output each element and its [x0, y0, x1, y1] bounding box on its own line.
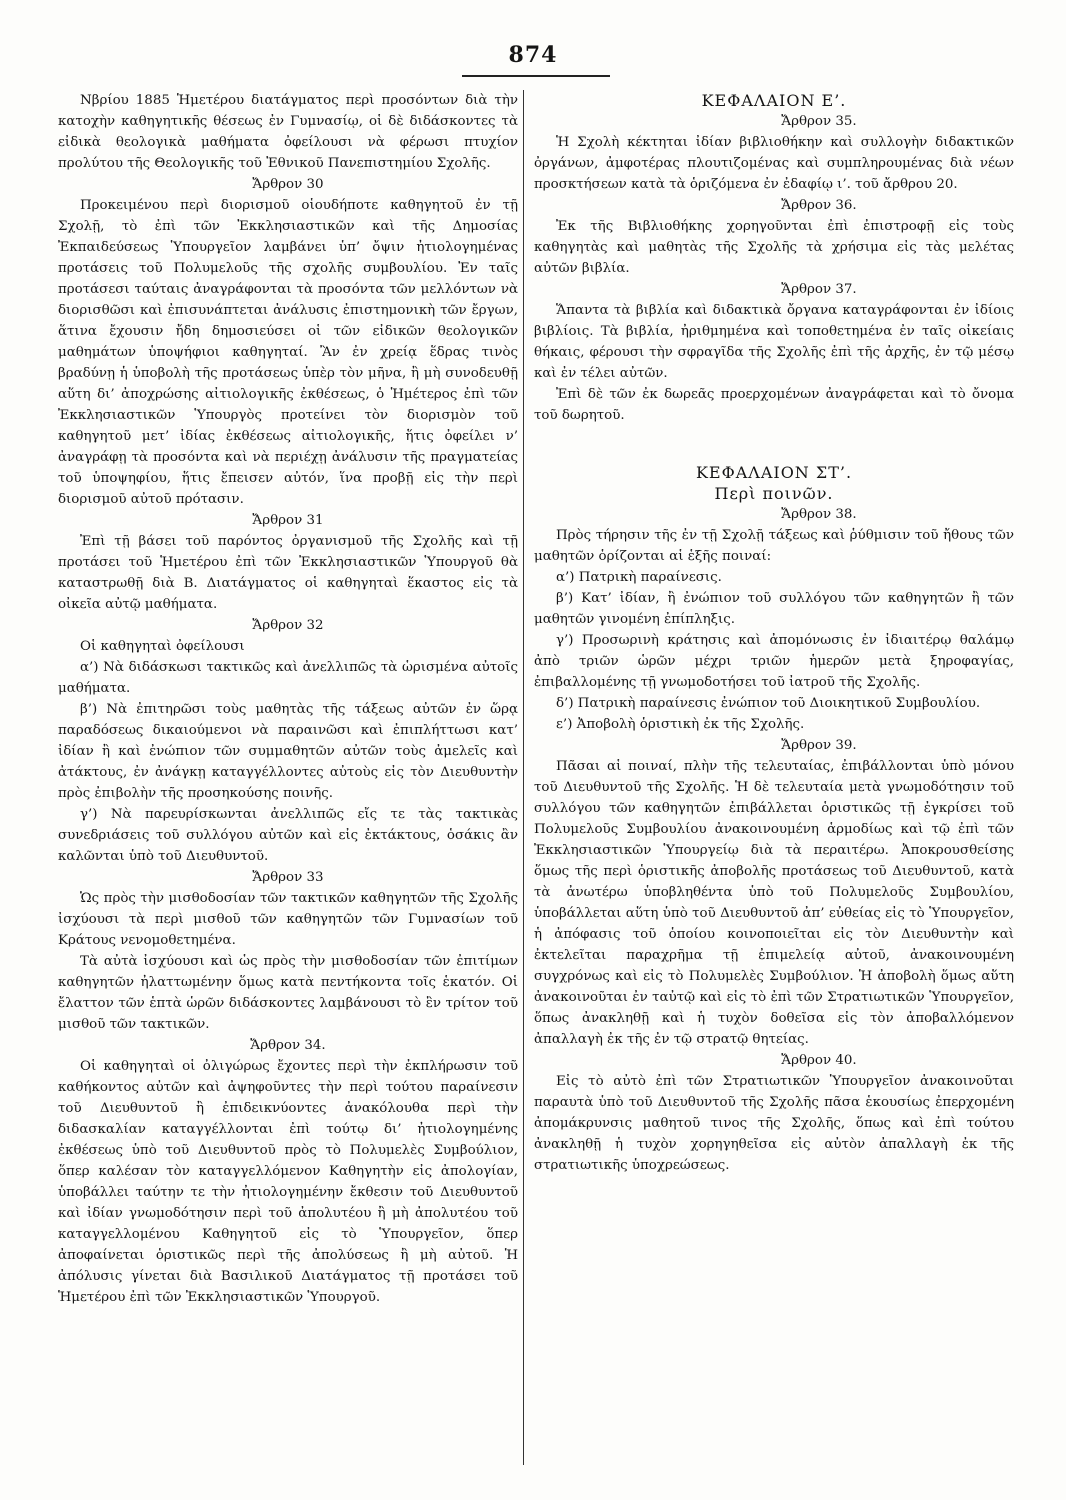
- paragraph: Οἱ καθηγηταὶ οἱ ὀλιγώρως ἔχοντες περὶ τὴν ἐκπλήρωσιν τοῦ καθήκοντος αὐτῶν καὶ ἀψηφοῦντες τὴν περὶ τούτου παραίνεσιν τοῦ Διευθυντοῦ ἢ ἐπιδεικνύοντες ἀνακόλουθα περὶ τὴν διδασκαλίαν καταγγέλλονται ἐπὶ τούτῳ δι’ ἠτιολογημένης ἐκθέσεως ὑπὸ τοῦ Διευθυντοῦ πρὸς τὸ Πολυμελὲς Συμβούλιον, ὅπερ καλέσαν τὸν καταγγελλόμενον Καθηγητὴν εἰς ἀπολογίαν, ὑποβάλλει ταύτην τε τὴν ἠτιολογημένην ἔκθεσιν τοῦ Διευθυντοῦ καὶ ἰδίαν γνωμοδότησιν περὶ τοῦ ἀπολυτέου ἢ μὴ ἀπολυτέου τοῦ καταγγελλομένου Καθηγητοῦ εἰς τὸ Ὑπουργεῖον, ὅπερ ἀποφαίνεται ὁριστικῶς περὶ τῆς ἀπολύσεως ἢ μὴ αὐτοῦ. Ἡ ἀπόλυσις γίνεται διὰ Βασιλικοῦ Διατάγματος τῇ προτάσει τοῦ Ἡμετέρου ἐπὶ τῶν Ἐκκλησιαστικῶν Ὑπουργοῦ.: [58, 1059, 518, 1305]
- paragraph: β’) Νὰ ἐπιτηρῶσι τοὺς μαθητὰς τῆς τάξεως αὐτῶν ἐν ὥρᾳ παραδόσεως δικαιούμενοι νὰ παραινῶσι καὶ ἐπιπλήττωσι κατ’ ἰδίαν ἢ καὶ ἐνώπιον τῶν συμμαθητῶν αὐτῶν τοὺς ἀμελεῖς καὶ ἀτάκτους, ἐν ἀνάγκῃ καταγγέλλοντες αὐτοὺς εἰς τὸν Διευθυντὴν πρὸς ἐπιβολὴν τῆς προσηκούσης ποινῆς.: [58, 702, 518, 801]
- article-heading: Ἄρθρον 32: [252, 618, 324, 633]
- article-heading: Ἄρθρον 30: [252, 177, 324, 192]
- paragraph: Οἱ καθηγηταὶ ὀφείλουσι: [80, 639, 245, 654]
- paragraph: Ἐκ τῆς Βιβλιοθήκης χορηγοῦνται ἐπὶ ἐπιστροφῇ εἰς τοὺς καθηγητὰς καὶ μαθητὰς τῆς Σχολῆς τὰ χρήσιμα εἰς τὰς μελέτας αὐτῶν βιβλία.: [534, 219, 1014, 276]
- header-rule: [462, 75, 610, 77]
- article-heading: Ἄρθρον 36.: [781, 198, 857, 213]
- article-heading: Ἄρθρον 34.: [250, 1038, 326, 1053]
- paragraph: Νβρίου 1885 Ἡμετέρου διατάγματος περὶ προσόντων διὰ τὴν κατοχὴν καθηγητικῆς θέσεως ἐν Γυμνασίῳ, οἱ δὲ διδάσκοντες τὰ εἰδικὰ θεολογικὰ μαθήματα ὀφείλουσι νὰ φέρωσι πτυχίον προλύτου τῆς Θεολογικῆς τοῦ Ἐθνικοῦ Πανεπιστημίου Σχολῆς.: [58, 93, 518, 171]
- paragraph: Πᾶσαι αἱ ποιναί, πλὴν τῆς τελευταίας, ἐπιβάλλονται ὑπὸ μόνου τοῦ Διευθυντοῦ τῆς Σχολῆς. Ἡ δὲ τελευταία μετὰ γνωμοδότησιν τοῦ συλλόγου τῶν καθηγητῶν ἐπιβάλλεται ὁριστικῶς τῇ ἐγκρίσει τοῦ Πολυμελοῦς Συμβουλίου ἀνακοινουμένη ἁρμοδίως καὶ τῷ ἐπὶ τῶν Ἐκκλησιαστικῶν Ὑπουργείῳ διὰ τὰ περαιτέρω. Ἀποκρουσθείσης ὅμως τῆς περὶ ὁριστικῆς ἀποβολῆς προτάσεως τοῦ Διευθυντοῦ, κατὰ τὰ ἀνωτέρω ὑποβληθέντα ὑπὸ τοῦ Πολυμελοῦς Συμβουλίου, ὑποβάλλεται αὕτη ὑπὸ τοῦ Διευθυντοῦ ἀπ’ εὐθείας εἰς τὸ Ὑπουργεῖον, ἡ ἀπόφασις τοῦ ὁποίου κοινοποιεῖται εἰς τὸν Διευθυντὴν καὶ ἐκτελεῖται παραχρῆμα τῇ ἐπιμελείᾳ αὐτοῦ, ἀνακοινουμένη συγχρόνως καὶ εἰς τὸ Πολυμελὲς Συμβούλιον. Ἡ ἀποβολὴ ὅμως αὕτη ἀνακοινοῦται ἐν ταὐτῷ καὶ εἰς τὸ ἐπὶ τῶν Στρατιωτικῶν Ὑπουργεῖον, ὅπως ἀνακληθῇ καὶ ἡ τυχὸν δοθεῖσα εἰς τὸν ἀποβαλλόμενον ἀπαλλαγὴ ἐκ τῆς ἐν τῷ στρατῷ θητείας.: [534, 759, 1014, 1047]
- paragraph: γ’) Προσωρινὴ κράτησις καὶ ἀπομόνωσις ἐν ἰδιαιτέρῳ θαλάμῳ ἀπὸ τριῶν ὡρῶν μέχρι τριῶν ἡμερῶν μετὰ ξηροφαγίας, ἐπιβαλλομένης τῇ γνωμοδοτήσει τοῦ ἰατροῦ τῆς Σχολῆς.: [534, 633, 1014, 690]
- article-heading: Ἄρθρον 39.: [781, 738, 857, 753]
- right-column: [534, 90, 1014, 1176]
- paragraph: α’) Νὰ διδάσκωσι τακτικῶς καὶ ἀνελλιπῶς τὰ ὡρισμένα αὐτοῖς μαθήματα.: [58, 660, 518, 696]
- paragraph: Προκειμένου περὶ διορισμοῦ οἱουδήποτε καθηγητοῦ ἐν τῇ Σχολῇ, τὸ ἐπὶ τῶν Ἐκκλησιαστικῶν καὶ τῆς Δημοσίας Ἐκπαιδεύσεως Ὑπουργεῖον λαμβάνει ὑπ’ ὄψιν ἠτιολογημένας προτάσεις τοῦ Πολυμελοῦς τῆς σχολῆς συμβουλίου. Ἐν ταῖς προτάσεσι ταύταις ἀναγράφονται τὰ προσόντα τῶν μελλόντων νὰ διορισθῶσι καὶ ἐπισυνάπτεται ἀνάλυσις ἐπιστημονικὴ τῶν ἔργων, ἅτινα ἔχουσιν ἤδη δημοσιεύσει οἱ τῶν εἰδικῶν θεολογικῶν μαθημάτων ὑποψήφιοι καθηγηταί. Ἂν ἐν χρείᾳ ἕδρας τινὸς βραδύνῃ ἡ ὑποβολὴ τῆς προτάσεως ὑπὲρ τὸν μῆνα, ἢ μὴ συνοδευθῇ αὕτη δι’ ἀποχρώσης αἰτιολογικῆς ἐκθέσεως, ὁ Ἡμέτερος ἐπὶ τῶν Ἐκκλησιαστικῶν Ὑπουργὸς προτείνει τὸν διορισμὸν τοῦ καθηγητοῦ μετ’ ἰδίας ἐκθέσεως αἰτιολογικῆς, ἥτις ὀφείλει ν’ ἀναγράφῃ τὰ προσόντα καὶ νὰ περιέχῃ ἀνάλυσιν τῆς πραγματείας τοῦ ὑποψηφίου, ἥτις ἔπεισεν αὐτόν, ἵνα προβῇ εἰς τὴν περὶ διορισμοῦ αὐτοῦ πρότασιν.: [58, 198, 518, 507]
- paragraph: Ἡ Σχολὴ κέκτηται ἰδίαν βιβλιοθήκην καὶ συλλογὴν διδακτικῶν ὀργάνων, ἀμφοτέρας πλουτιζομένας καὶ συμπληρουμένας διὰ νέων προσκτήσεων κατὰ τὰ ὁριζόμενα ἐν ἐδαφίῳ ι’. τοῦ ἄρθρου 20.: [534, 135, 1014, 192]
- column-divider: [523, 90, 524, 1465]
- paragraph: α’) Πατρικὴ παραίνεσις.: [556, 570, 722, 585]
- paragraph: Ἐπὶ τῇ βάσει τοῦ παρόντος ὀργανισμοῦ τῆς Σχολῆς καὶ τῇ προτάσει τοῦ Ἡμετέρου ἐπὶ τῶν Ἐκκλησιαστικῶν Ὑπουργοῦ θὰ καταστρωθῇ διὰ Β. Διατάγματος οἱ καθηγηταὶ ἕκαστος εἰς τὰ οἰκεῖα αὐτῷ μαθήματα.: [58, 534, 518, 612]
- paragraph: Ὡς πρὸς τὴν μισθοδοσίαν τῶν τακτικῶν καθηγητῶν τῆς Σχολῆς ἰσχύουσι τὰ περὶ μισθοῦ τῶν καθηγητῶν τῶν Γυμνασίων τοῦ Κράτους νενομοθετημένα.: [58, 891, 518, 948]
- article-heading: Ἄρθρον 31: [252, 513, 324, 528]
- article-heading: Ἄρθρον 33: [252, 870, 324, 885]
- paragraph: δ’) Πατρικὴ παραίνεσις ἐνώπιον τοῦ Διοικητικοῦ Συμβουλίου.: [556, 696, 981, 711]
- paragraph: Πρὸς τήρησιν τῆς ἐν τῇ Σχολῇ τάξεως καὶ ῥύθμισιν τοῦ ἤθους τῶν μαθητῶν ὁρίζονται αἱ ἑξῆς ποιναί:: [534, 528, 1014, 564]
- paragraph: ε’) Ἀποβολὴ ὁριστικὴ ἐκ τῆς Σχολῆς.: [556, 717, 805, 732]
- article-heading: Ἄρθρον 38.: [781, 507, 857, 522]
- chapter-heading: ΚΕΦΑΛΑΙΟΝ Ε’.: [701, 91, 847, 110]
- page-number: 874: [508, 42, 558, 68]
- spacer: [534, 426, 1014, 462]
- chapter-heading: ΚΕΦΑΛΑΙΟΝ ΣΤ’.: [695, 463, 853, 482]
- paragraph: Τὰ αὐτὰ ἰσχύουσι καὶ ὡς πρὸς τὴν μισθοδοσίαν τῶν ἐπιτίμων καθηγητῶν ἠλαττωμένην ὅμως κατὰ πεντήκοντα τοῖς ἑκατόν. Οἱ ἔλαττον τῶν ἑπτὰ ὡρῶν διδάσκοντες λαμβάνουσι τὸ ἓν τρίτον τοῦ μισθοῦ τῶν τακτικῶν.: [58, 954, 518, 1032]
- chapter-heading: Περὶ ποινῶν.: [714, 484, 834, 503]
- article-heading: Ἄρθρον 40.: [781, 1053, 857, 1068]
- article-heading: Ἄρθρον 37.: [781, 282, 857, 297]
- paragraph: Ἐπὶ δὲ τῶν ἐκ δωρεᾶς προερχομένων ἀναγράφεται καὶ τὸ ὄνομα τοῦ δωρητοῦ.: [534, 387, 1014, 423]
- paragraph: Εἰς τὸ αὐτὸ ἐπὶ τῶν Στρατιωτικῶν Ὑπουργεῖον ἀνακοινοῦται παραυτὰ ὑπὸ τοῦ Διευθυντοῦ τῆς Σχολῆς πᾶσα ἑκουσίως ἐπερχομένη ἀπομάκρυνσις μαθητοῦ τινος τῆς Σχολῆς, ὅπως καὶ ἐπὶ τούτου ἀνακληθῇ ἡ τυχὸν χορηγηθεῖσα εἰς αὐτὸν ἀπαλλαγὴ ἐκ τῆς στρατιωτικῆς ὑποχρεώσεως.: [534, 1074, 1014, 1173]
- paragraph: β’) Κατ’ ἰδίαν, ἢ ἐνώπιον τοῦ συλλόγου τῶν καθηγητῶν ἢ τῶν μαθητῶν γινομένη ἐπίπληξις.: [534, 591, 1014, 627]
- paragraph: γ’) Νὰ παρευρίσκωνται ἀνελλιπῶς εἴς τε τὰς τακτικὰς συνεδριάσεις τοῦ συλλόγου αὐτῶν καὶ εἰς ἐκτάκτους, ὁσάκις ἂν καλῶνται ὑπὸ τοῦ Διευθυντοῦ.: [58, 807, 518, 864]
- paragraph: Ἅπαντα τὰ βιβλία καὶ διδακτικὰ ὄργανα καταγράφονται ἐν ἰδίοις βιβλίοις. Τὰ βιβλία, ἠριθμημένα καὶ τοποθετημένα ἐν ταῖς οἰκείαις θήκαις, φέρουσι τὴν σφραγῖδα τῆς Σχολῆς ἐπὶ τῆς ἀρχῆς, ἐν τῷ μέσῳ καὶ ἐν τέλει αὐτῶν.: [534, 303, 1014, 381]
- article-heading: Ἄρθρον 35.: [781, 114, 857, 129]
- left-column: [58, 90, 518, 1308]
